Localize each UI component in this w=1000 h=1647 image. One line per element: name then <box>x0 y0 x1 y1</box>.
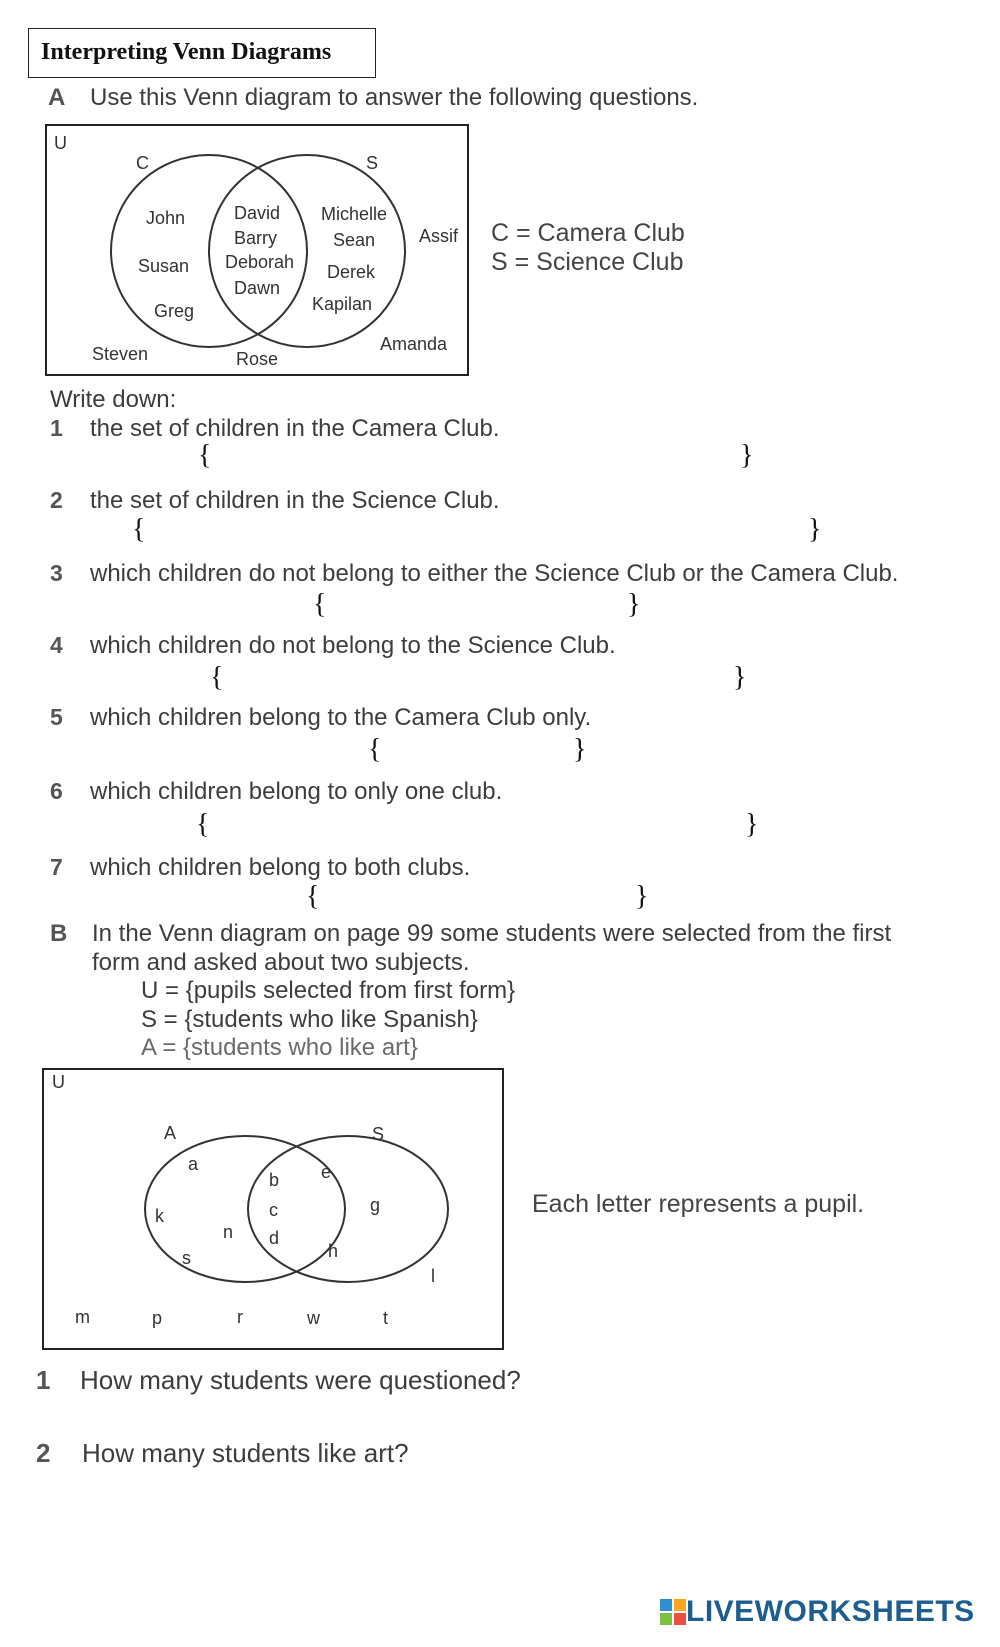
venn-letter: d <box>269 1228 280 1248</box>
question-number: 4 <box>50 632 63 658</box>
question-number: 3 <box>50 560 63 586</box>
set-c-label: C <box>136 153 149 173</box>
pupil-note: Each letter represents a pupil. <box>532 1190 865 1218</box>
answer-brace-open: { <box>196 809 210 840</box>
question-text: which children belong to the Camera Club only. <box>90 704 592 731</box>
venn-name: Rose <box>236 349 279 369</box>
question-number: 2 <box>50 487 63 513</box>
answer-brace-open: { <box>306 881 320 912</box>
set-a-circle <box>145 1136 345 1282</box>
venn-diagram-subjects <box>40 1066 506 1352</box>
question-text: which children belong to only one club. <box>90 778 503 805</box>
venn-name: John <box>146 208 186 228</box>
answer-brace-close: } <box>627 589 641 620</box>
venn-name: Kapilan <box>312 294 373 314</box>
venn-letter: w <box>307 1308 320 1328</box>
section-b-intro-2: form and asked about two subjects. <box>92 949 470 976</box>
venn-name: Sean <box>333 230 376 250</box>
answer-brace-open: { <box>198 440 212 471</box>
venn-name: David <box>234 203 281 223</box>
answer-brace-close: } <box>740 440 754 471</box>
definition-a: A = {students who like art} <box>141 1034 418 1061</box>
footer-logo[interactable] <box>660 1595 975 1629</box>
venn-name: Dawn <box>234 278 281 298</box>
venn-letter: m <box>75 1307 90 1327</box>
venn-name: Derek <box>327 262 376 282</box>
answer-brace-close: } <box>745 809 759 840</box>
question-number: 6 <box>50 778 63 804</box>
section-a-letter: A <box>48 84 66 111</box>
answer-brace-open: { <box>368 734 382 765</box>
question-number: 1 <box>50 415 63 441</box>
question-number: 7 <box>50 854 63 880</box>
venn-letter: h <box>328 1241 339 1261</box>
venn-name: Deborah <box>225 252 295 272</box>
question-number: 5 <box>50 704 63 730</box>
answer-brace-close: } <box>635 881 649 912</box>
answer-brace-close: } <box>573 734 587 765</box>
venn-letter: a <box>188 1154 199 1174</box>
venn-name: Assif <box>419 226 459 246</box>
venn-name: Steven <box>92 344 149 364</box>
question-text: the set of children in the Science Club. <box>90 487 500 514</box>
question-text: which children do not belong to either the Science Club or the Camera Club. <box>90 560 899 587</box>
venn-name: Amanda <box>380 334 448 354</box>
section-b-letter: B <box>50 920 68 947</box>
venn-letter: p <box>152 1308 163 1328</box>
universe-label: U <box>52 1072 65 1092</box>
legend-science-club: S = Science Club <box>491 248 684 276</box>
question-number: 1 <box>36 1365 51 1395</box>
set-a-label: A <box>164 1123 177 1143</box>
liveworksheets-logo-icon <box>660 1599 686 1625</box>
answer-brace-open: { <box>132 514 146 545</box>
venn-letter: n <box>223 1222 234 1242</box>
definition-s: S = {students who like Spanish} <box>141 1006 478 1033</box>
set-s-label: S <box>366 153 379 173</box>
venn-name: Susan <box>138 256 190 276</box>
venn-letter: t <box>383 1308 389 1328</box>
footer-brand: LIVEWORKSHEETS <box>686 1595 975 1628</box>
venn-letter: c <box>269 1200 278 1220</box>
question-text: which children belong to both clubs. <box>90 854 471 881</box>
venn-name: Barry <box>234 228 278 248</box>
venn-letter: s <box>182 1248 191 1268</box>
answer-brace-open: { <box>313 589 327 620</box>
question-number: 2 <box>36 1438 51 1468</box>
write-down-label: Write down: <box>50 386 177 413</box>
venn-letter: b <box>269 1170 280 1190</box>
answer-brace-close: } <box>808 514 822 545</box>
venn-name: Michelle <box>321 204 388 224</box>
set-s-label: S <box>372 1124 385 1144</box>
page-title: Interpreting Venn Diagrams <box>28 28 376 78</box>
question-text: How many students like art? <box>82 1438 409 1468</box>
set-s-circle <box>248 1136 448 1282</box>
venn-letter: e <box>321 1162 332 1182</box>
question-text: How many students were questioned? <box>80 1365 521 1395</box>
venn-diagram-clubs <box>44 123 472 379</box>
definition-u: U = {pupils selected from first form} <box>141 977 516 1004</box>
question-text: which children do not belong to the Science Club. <box>90 632 616 659</box>
answer-brace-open: { <box>210 662 224 693</box>
venn-letter: r <box>237 1307 243 1327</box>
section-b-intro-1: In the Venn diagram on page 99 some students were selected from the first <box>92 920 892 947</box>
legend-camera-club: C = Camera Club <box>491 219 685 247</box>
venn-name: Greg <box>154 301 195 321</box>
section-a-instruction: Use this Venn diagram to answer the following questions. <box>90 84 699 111</box>
venn-letter: g <box>370 1195 381 1215</box>
venn-letter: k <box>155 1206 164 1226</box>
question-text: the set of children in the Camera Club. <box>90 415 500 442</box>
universe-label: U <box>54 133 67 153</box>
venn-letter: l <box>431 1266 435 1286</box>
answer-brace-close: } <box>733 662 747 693</box>
